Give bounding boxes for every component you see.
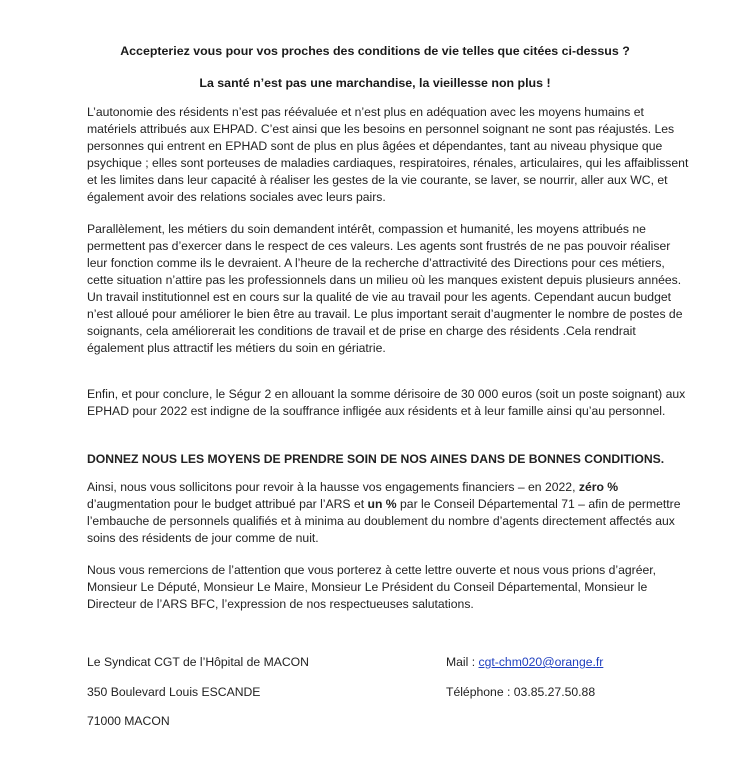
paragraph-closing: Nous vous remercions de l’attention que vous porterez à cette lettre ouverte et nous vous prions d’agréer, Monsieur Le Député, Monsieur Le Maire, Monsieur Le Président du Conseil Départemental, Monsieur le Directeur de l’ARS BFC, l’expression de nos respectueuses salutations. <box>87 563 657 611</box>
paragraph-request <box>87 479 689 547</box>
heading-slogan: La santé n’est pas une marchandise, la vieillesse non plus ! <box>199 76 551 90</box>
paragraph-demand: DONNEZ NOUS LES MOYENS DE PRENDRE SOIN DE NOS AINES DANS DE BONNES CONDITIONS. <box>87 452 665 466</box>
footer-mail <box>446 655 603 669</box>
paragraph-segur: Enfin, et pour conclure, le Ségur 2 en allouant la somme dérisoire de 30 000 euros (soit un poste soignant) aux EPHAD pour 2022 est indigne de la souffrance infligée aux résidents et à leur famille ainsi qu’au personnel. <box>87 387 686 418</box>
paragraph-care-jobs: Parallèlement, les métiers du soin demandent intérêt, compassion et humanité, les moyens attribués ne permettent pas d’exercer dans le respect de ces valeurs. Les agents sont frustrés de ne pas pouvoir réaliser leur fonction comme ils le devraient. A l’heure de la recherche d’attractivité des Directions pour ces métiers, cette situation n’attire pas les professionnels dans un milieu où les manques existent depuis plusieurs années. Un travail institutionnel est en cours sur la qualité de vie au travail pour les agents. Cependant aucun budget n’est alloué pour améliorer le bien être au travail. Le plus important serait d’augmenter le nombre de postes de soignants, cela améliorerait les conditions de travail et de prise en charge des résidents .Cela rendrait également plus attractif les métiers du soin en gériatrie. <box>87 222 683 355</box>
mail-label: Mail : <box>446 655 479 669</box>
footer-street: 350 Boulevard Louis ESCANDE <box>87 685 261 699</box>
footer-phone <box>446 685 595 699</box>
phone-label: Téléphone : <box>446 685 514 699</box>
mail-link[interactable]: cgt-chm020@orange.fr <box>478 655 604 669</box>
phone-number: 03.85.27.50.88 <box>513 685 596 699</box>
request-text-3: par le Conseil Départemental 71 – afin de permettre l’embauche de personnels qualifiés et à minima au doublement du nombre d’agents directement affectés aux soins des résidents de jour comme de nuit. <box>87 497 681 545</box>
paragraph-autonomy: L’autonomie des résidents n’est pas réévaluée et n’est plus en adéquation avec les moyens humains et matériels attribués aux EHPAD. C’est ainsi que les besoins en personnel soignant ne sont pas réajustés. Les personnes qui entrent en EPHAD sont de plus en plus âgées et dépendantes, tant au niveau physique que psychique ; elles sont porteuses de maladies cardiaques, respiratoires, rénales, articulaires, qui les affaiblissent et les limites dans leur capacité à réaliser les gestes de la vie courante, se laver, se nourrir, aller aux WC, et également avoir des relations sociales avec leurs pairs. <box>87 105 689 204</box>
footer-city: 71000 MACON <box>87 714 170 728</box>
heading-question: Accepteriez vous pour vos proches des conditions de vie telles que citées ci-dessus ? <box>120 44 630 58</box>
request-bold-one: un % <box>367 497 397 511</box>
footer-org: Le Syndicat CGT de l’Hôpital de MACON <box>87 655 309 669</box>
request-text-2: d’augmentation pour le budget attribué par l’ARS et <box>87 497 368 511</box>
request-bold-zero: zéro % <box>578 480 619 494</box>
request-text-1: Ainsi, nous vous sollicitons pour revoir à la hausse vos engagements financiers – en 2022, <box>87 480 579 494</box>
